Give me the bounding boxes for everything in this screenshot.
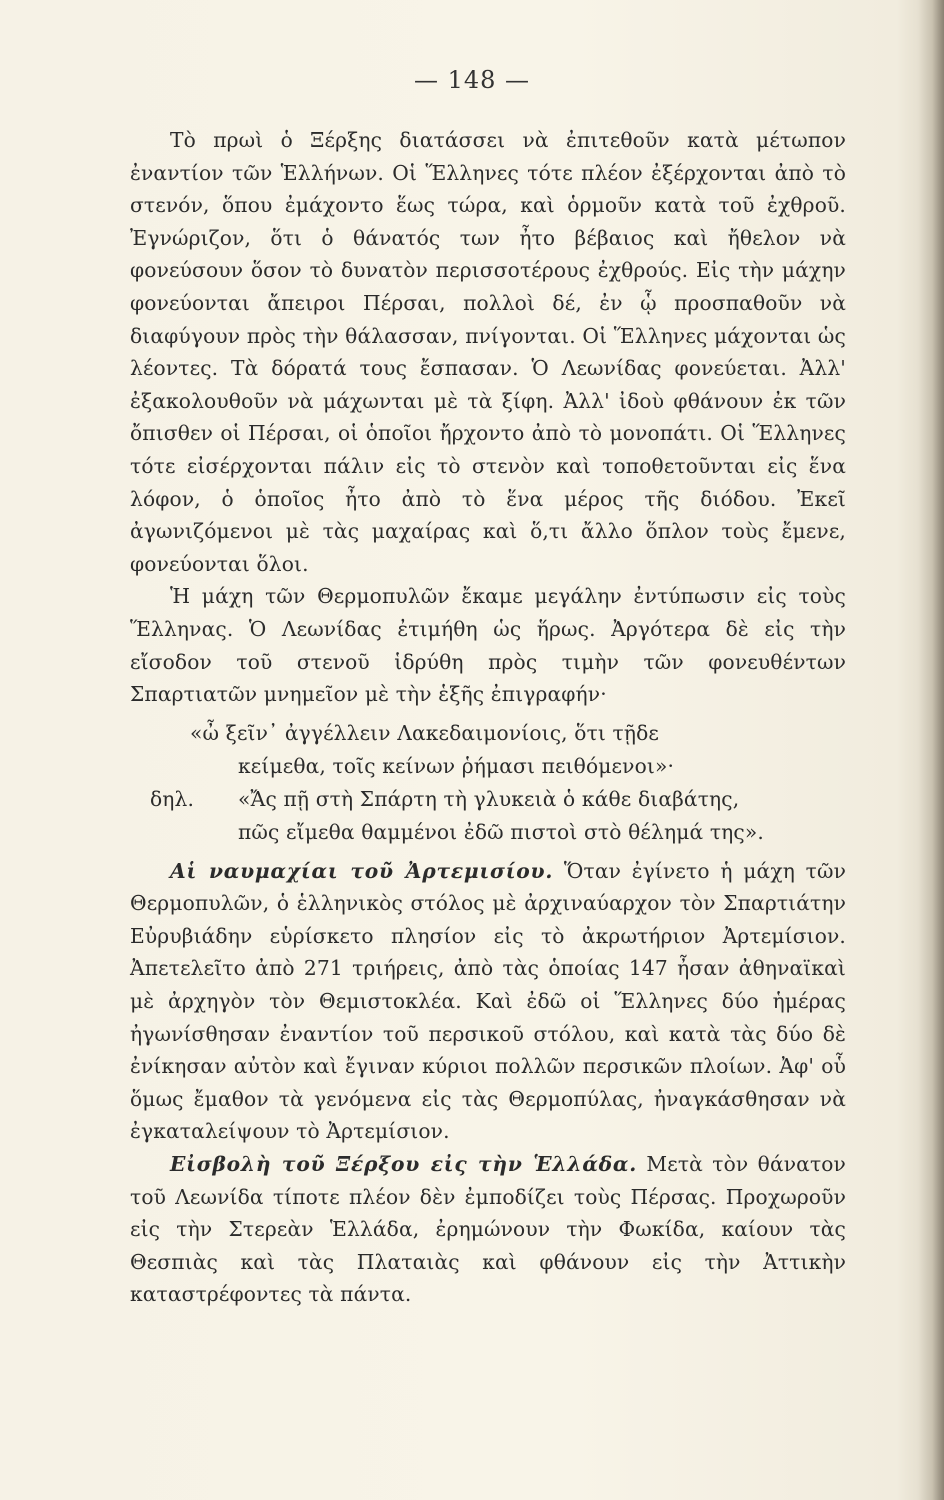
epigram-line-4: πῶς εἴμεθα θαμμένοι ἐδῶ πιστοὶ στὸ θέλημά της». [238, 819, 764, 844]
epigram [130, 717, 846, 849]
paragraph-monument: Ἡ μάχη τῶν Θερμοπυλῶν ἔκαμε μεγάλην ἐντύπωσιν εἰς τοὺς Ἕλληνας. Ὁ Λεωνίδας ἐτιμήθη ὡς ἥρως. Ἀργότερα δὲ εἰς τὴν εἴσοδον τοῦ στενοῦ ἱδρύθη πρὸς τιμὴν τῶν φονευθέντων Σπαρτιατῶν μνημεῖον μὲ τὴν ἑξῆς ἐπιγραφήν· [130, 584, 846, 707]
paragraph-artemisium [130, 855, 846, 1148]
epigram-translation-line-1 [130, 783, 846, 816]
body-text [130, 124, 846, 1311]
section-heading-invasion: Εἰσβολὴ τοῦ Ξέρξου εἰς τὴν Ἑλλάδα. [170, 1152, 638, 1177]
translation-tag: δηλ. [150, 786, 195, 811]
epigram-line-1: «ὦ ξεῖν᾽ ἀγγέλλειν Λακεδαιμονίοις, ὅτι τῇδε [190, 720, 660, 745]
epigram-line-3: «Ἄς πῇ στὴ Σπάρτη τὴ γλυκειὰ ὁ κάθε διαβάτης, [238, 786, 740, 811]
binding-shadow [918, 0, 944, 1500]
epigram-line-2: κείμεθα, τοῖς κείνων ῥήμασι πειθόμενοι»· [238, 753, 675, 778]
page-number: — 148 — [413, 66, 531, 94]
paragraph-invasion-text: Μετὰ τὸν θάνατον τοῦ Λεωνίδα τίποτε πλέον δὲν ἐμποδίζει τοὺς Πέρσας. Προχωροῦν εἰς τὴν Στερεὰν Ἑλλάδα, ἐρημώνουν τὴν Φωκίδα, καίουν τὰς Θεσπιὰς καὶ τὰς Πλαταιὰς καὶ φθάνουν εἰς τὴν Ἀττικὴν καταστρέφοντες τὰ πάντα. [130, 1152, 846, 1307]
paragraph-artemisium-text: Ὅταν ἐγίνετο ἡ μάχη τῶν Θερμοπυλῶν, ὁ ἑλληνικὸς στόλος μὲ ἀρχιναύαρχον τὸν Σπαρτιάτην Εὐρυβιάδην εὑρίσκετο πλησίον εἰς τὸ ἀκρωτήριον Ἀρτεμίσιον. Ἀπετελεῖτο ἀπὸ 271 τριήρεις, ἀπὸ τὰς ὁποίας 147 ἦσαν ἀθηναϊκαὶ μὲ ἀρχηγὸν τὸν Θεμιστοκλέα. Καὶ ἐδῶ οἱ Ἕλληνες δύο ἡμέρας ἠγωνίσθησαν ἐναντίον τοῦ περσικοῦ στόλου, καὶ κατὰ τὰς δύο δὲ ἐνίκησαν αὐτὸν καὶ ἔγιναν κύριοι πολλῶν περσικῶν πλοίων. Ἀφ' οὗ ὅμως ἔμαθον τὰ γενόμενα εἰς τὰς Θερμοπύλας, ἠναγκάσθησαν νὰ ἐγκαταλείψουν τὸ Ἀρτεμίσιον. [130, 858, 846, 1144]
paragraph-invasion [130, 1148, 846, 1311]
section-heading-artemisium: Αἱ ναυμαχίαι τοῦ Ἀρτεμισίου. [170, 858, 554, 883]
paragraph-battle: Τὸ πρωὶ ὁ Ξέρξης διατάσσει νὰ ἐπιτεθοῦν κατὰ μέτωπον ἐναντίον τῶν Ἑλλήνων. Οἱ Ἕλληνες τότε πλέον ἐξέρχονται ἀπὸ τὸ στενόν, ὅπου ἐμάχοντο ἕως τώρα, καὶ ὁρμοῦν κατὰ τοῦ ἐχθροῦ. Ἐγνώριζον, ὅτι ὁ θάνατός των ἦτο βέβαιος καὶ ἤθελον νὰ φονεύσουν ὅσον τὸ δυνατὸν περισσοτέρους ἐχθρούς. Εἰς τὴν μάχην φονεύονται ἄπειροι Πέρσαι, πολλοὶ δέ, ἐν ᾧ προσπαθοῦν νὰ διαφύγουν πρὸς τὴν θάλασσαν, πνίγονται. Οἱ Ἕλληνες μάχονται ὡς λέοντες. Τὰ δόρατά τους ἔσπασαν. Ὁ Λεωνίδας φονεύεται. Ἀλλ' ἐξακολουθοῦν νὰ μάχωνται μὲ τὰ ξίφη. Ἀλλ' ἰδοὺ φθάνουν ἐκ τῶν ὄπισθεν οἱ Πέρσαι, οἱ ὁποῖοι ἤρχοντο ἀπὸ τὸ μονοπάτι. Οἱ Ἕλληνες τότε εἰσέρχονται πάλιν εἰς τὸ στενὸν καὶ τοποθετοῦνται εἰς ἕνα λόφον, ὁ ὁποῖος ἦτο ἀπὸ τὸ ἕνα μέρος τῆς διόδου. Ἐκεῖ ἀγωνιζόμενοι μὲ τὰς μαχαίρας καὶ ὅ,τι ἄλλο ὅπλον τοὺς ἔμενε, φονεύονται ὅλοι. [130, 128, 846, 576]
